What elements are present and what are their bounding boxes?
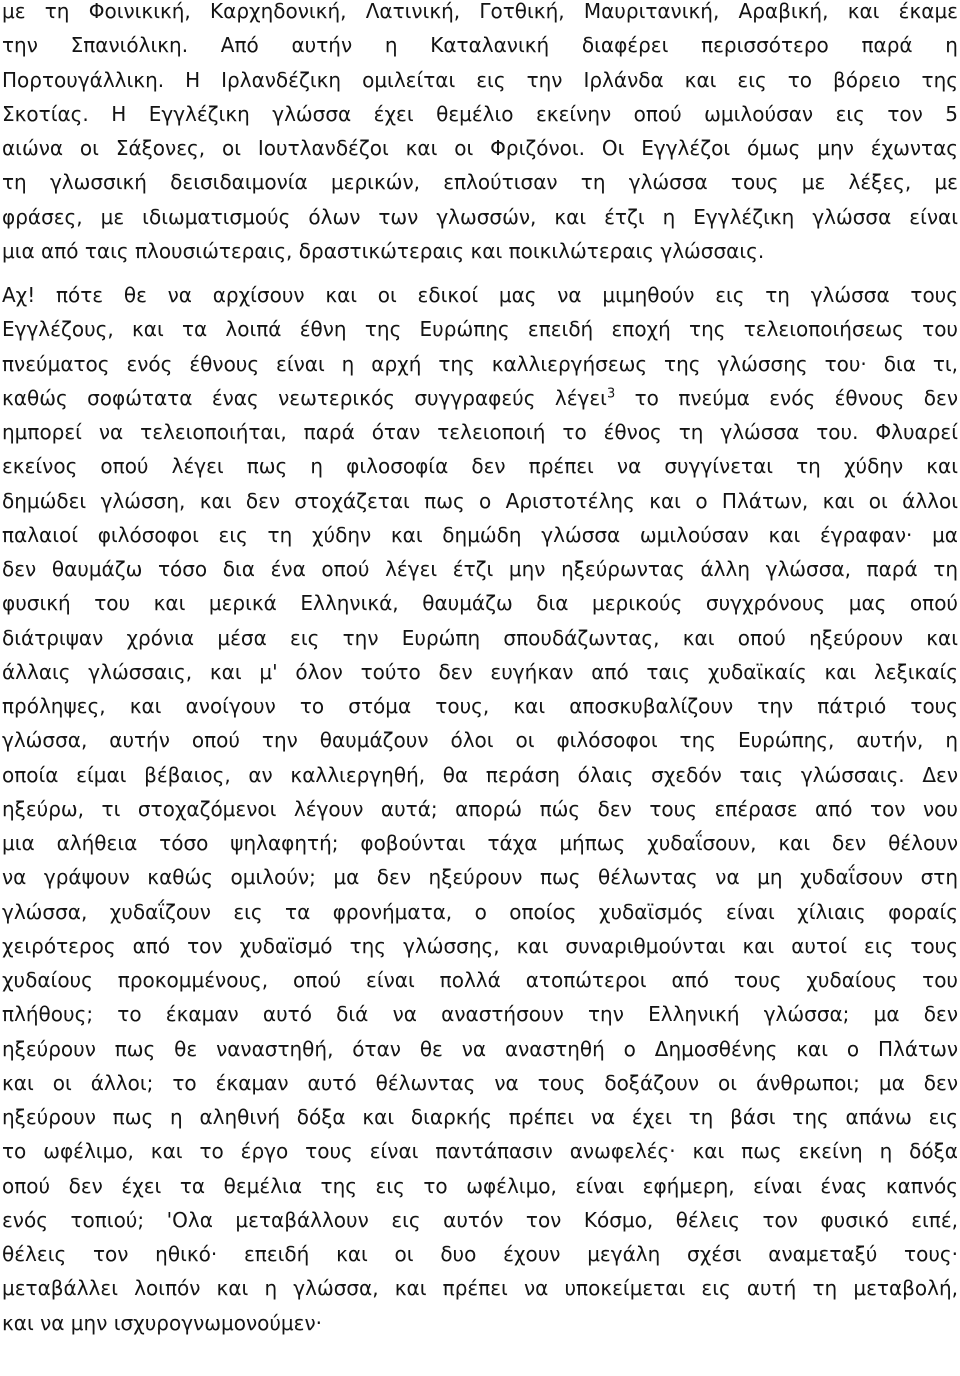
paragraph-languages <box>2 0 958 268</box>
text-line: άλλαις γλώσσαις, και μ' όλον τούτο δεν ευγήκαν από ταις χυδαϊκαίς και λεξικαίς <box>2 659 958 684</box>
text-line: πλήθους; το έκαμαν αυτό διά να αναστήσουν την Ελληνική γλώσσα; μα δεν <box>2 1002 958 1027</box>
text-line: και οι άλλοι; το έκαμαν αυτό θέλωντας να τους δοξάζουν οι άνθρωποι; μα δεν <box>2 1070 958 1095</box>
text-line: αιώνα οι Σάξονες, οι Ιουτλανδέζοι και οι Φριζόνοι. Οι Εγγλέζοι όμως μην έχωντας <box>2 136 958 160</box>
text-line: δημώδει γλώσση, και δεν στοχάζεται πως ο Αριστοτέλης και ο Πλάτων, και οι άλλοι <box>2 488 958 513</box>
text-line: πρόληψες, και ανοίγουν το στόμα τους, και αποσκυβαλίζουν την πάτριό τους <box>2 694 958 718</box>
text-line: Εγγλέζους, και τα λοιπά έθνη της Ευρώπης επειδή εποχή της τελειοποιήσεως του <box>2 317 958 342</box>
text-line: μεταβάλλει λοιπόν και η γλώσσα, και πρέπει να υποκείμεται εις αυτή τη μεταβολή, <box>2 1276 958 1301</box>
text-line: ημπορεί να τελειοποιήται, παρά όταν τελειοποιή το έθνος τη γλώσσα του. Φλυαρεί <box>2 420 958 444</box>
text-line: γλώσσα, χυδαΐζουν εις τα φρονήματα, ο οποίος χυδαϊσμός είναι χίλιαις φοραίς <box>2 899 958 924</box>
text-line-with-footnote <box>2 381 958 415</box>
text-line: να γράψουν καθώς ομιλούν; μα δεν ηξεύρουν πως θέλωντας να μη χυδαΐσουν στη <box>2 865 958 890</box>
footnote-reference: 3 <box>606 386 616 402</box>
text-line: Αχ! πότε θε να αρχίσουν και οι εδικοί μας να μιμηθούν εις τη γλώσσα τους <box>2 283 958 307</box>
text-segment: καθώς σοφώτατα ένας νεωτερικός συγγραφεύς λέγει <box>2 385 607 410</box>
text-line: φυσική του και μερικά Ελληνικά, θαυμάζω δια μερικούς συγχρόνους μας οπού <box>2 591 958 616</box>
text-segment: το πνεύμα ενός έθνους δεν <box>615 385 958 410</box>
text-line: ηξεύρουν πως θε ναναστηθή, όταν θε να αναστηθή ο Δημοσθένης και ο Πλάτων <box>2 1036 958 1061</box>
text-line: ηξεύρουν πως η αληθινή δόξα και διαρκής πρέπει να έχει τη βάσι της απάνω εις <box>2 1105 958 1129</box>
text-line: Πορτουγάλλικη. Η Ιρλανδέζικη ομιλείται εις την Ιρλάνδα και εις το βόρειο της <box>2 67 958 92</box>
text-line: διάτριψαν χρόνια μέσα εις την Ευρώπη σπουδάζωντας, και οπού ηξεύρουν και <box>2 625 958 650</box>
text-line: ενός τοπιού; 'Ολα μεταβάλλουν εις αυτόν τον Κόσμο, θέλεις τον φυσικό ειπέ, <box>2 1207 958 1232</box>
text-line: εκείνος οπού λέγει πως η φιλοσοφία δεν πρέπει να συγγίνεται τη χύδην και <box>2 454 958 479</box>
text-line: γλώσσα, αυτήν οπού την θαυμάζουν όλοι οι φιλόσοφοι της Ευρώπης, αυτήν, η <box>2 728 958 753</box>
text-line: δεν θαυμάζω τόσο δια ένα οπού λέγει έτζι μην ηξεύρωντας άλλη γλώσσα, παρά τη <box>2 557 958 581</box>
text-line: χειρότερος από τον χυδαϊσμό της γλώσσης, και συναριθμούνται και αυτοί εις τους <box>2 933 958 958</box>
text-line: μια από ταις πλουσιώτεραις, δραστικώτεραις και ποικιλώτεραις γλώσσαις. <box>2 238 765 263</box>
text-line: παλαιοί φιλόσοφοι εις τη χύδην και δημώδη γλώσσα ωμιλούσαν και έγραφαν· μα <box>2 522 958 547</box>
text-line: ηξεύρω, τι στοχαζόμενοι λέγουν αυτά; απορώ πώς δεν τους επέρασε από τον νου <box>2 796 958 821</box>
text-line: Σκοτίας. Η Εγγλέζικη γλώσσα έχει θεμέλιο εκείνην οπού ωμιλούσαν εις τον 5 <box>2 101 958 126</box>
text-line: με τη Φοινικική, Καρχηδονική, Λατινική, Γοτθική, Μαυριτανική, Αραβική, και έκαμε <box>2 0 958 23</box>
text-line: τη γλωσσική δεισιδαιμονία μερικών, επλούτισαν τη γλώσσα τους με λέξες, με <box>2 170 958 195</box>
text-line: πνεύματος ενός έθνους είναι η αρχή της καλλιεργήσεως της γλώσσης του· δια τι, <box>2 351 958 376</box>
text-line: χυδαίους προκομμένους, οπού είναι πολλά ατοπώτεροι από τους χυδαίους του <box>2 968 958 992</box>
text-line: οποία είμαι βέβαιος, αν καλλιεργηθή, θα περάση όλαις σχεδόν ταις γλώσσαις. Δεν <box>2 762 958 787</box>
text-line: το ωφέλιμο, και το έργο τους είναι παντάπασιν ανωφελές· και πως εκείνη η δόξα <box>2 1139 958 1164</box>
paragraph-language-cultivation <box>2 278 958 1340</box>
text-line: φράσες, με ιδιωματισμούς όλων των γλωσσών, και έτζι η Εγγλέζικη γλώσσα είναι <box>2 204 958 229</box>
text-line: την Σπανιόλικη. Από αυτήν η Καταλανική διαφέρει περισσότερο παρά η <box>2 33 958 58</box>
text-line: θέλεις τον ηθικό· επειδή και οι δυο έχουν μεγάλη σχέσι αναμεταξύ τους· <box>2 1242 958 1266</box>
text-line: μια αλήθεια τόσο ψηλαφητή; φοβούνται τάχα μήπως χυδαΐσουν, και δεν θέλουν <box>2 831 958 855</box>
text-line: οπού δεν έχει τα θεμέλια της εις το ωφέλιμο, είναι εφήμερη, είναι ένας καπνός <box>2 1173 958 1198</box>
text-line: και να μην ισχυρογνωμονούμεν· <box>2 1310 322 1335</box>
